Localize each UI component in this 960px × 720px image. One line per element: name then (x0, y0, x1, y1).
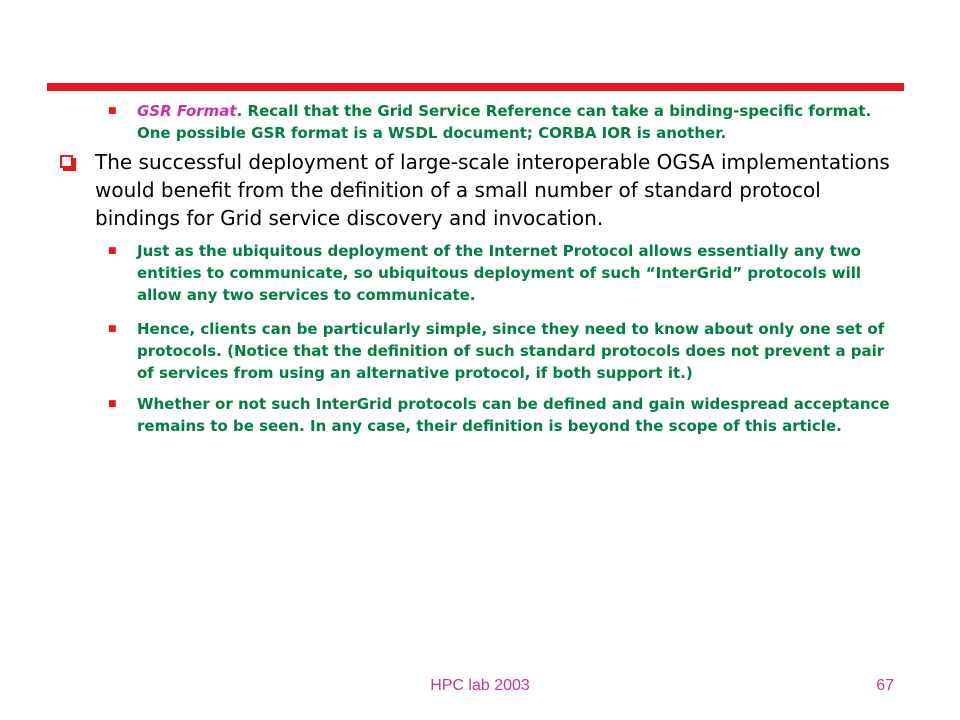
top-accent-bar (47, 83, 904, 91)
square-bullet-icon: ■ (108, 399, 117, 409)
main-bullet-text: The successful deployment of large-scale interoperable OGSA implementations would benefit from the definition of a small number of standard protocol bindings for Grid service discovery and invocation. (95, 150, 890, 230)
sub-bullet-text: Hence, clients can be particularly simple, since they need to know about only one set of protocols. (Notice that the definition of such standard protocols does not prevent a pair of services from using an alternative protocol, if both support it.) (137, 320, 885, 382)
sub-bullet-text: Whether or not such InterGrid protocols can be defined and gain widespread acceptance remains to be seen. In any case, their definition is beyond the scope of this article. (137, 395, 890, 435)
emphasis-term: GSR Format (137, 102, 237, 120)
sub-bullet-text: Just as the ubiquitous deployment of the Internet Protocol allows essentially any two entities to communicate, so ubiquitous deployment of such “InterGrid” protocols will allow any two services to communicate. (137, 242, 862, 304)
square-bullet-icon: ■ (108, 106, 117, 116)
square-bullet-icon: ■ (108, 246, 117, 256)
sub-bullet-body: . Recall that the Grid Service Reference can take a binding-specific format. One possible GSR format is a WSDL document; CORBA IOR is another. (137, 102, 872, 142)
page-number: 67 (876, 677, 894, 694)
square-bullet-icon: ■ (108, 324, 117, 334)
sub-bullet-text (137, 100, 898, 144)
sub-bullet-intergrid-acceptance (108, 393, 898, 437)
sub-bullet-simple-clients (108, 318, 898, 384)
sub-bullet-internet-protocol (108, 240, 898, 306)
sub-bullet-gsr-format (108, 100, 898, 144)
footer-lab-name: HPC lab 2003 (430, 677, 530, 694)
main-bullet-deployment (60, 148, 905, 232)
shadow-box-bullet-icon (60, 155, 73, 168)
